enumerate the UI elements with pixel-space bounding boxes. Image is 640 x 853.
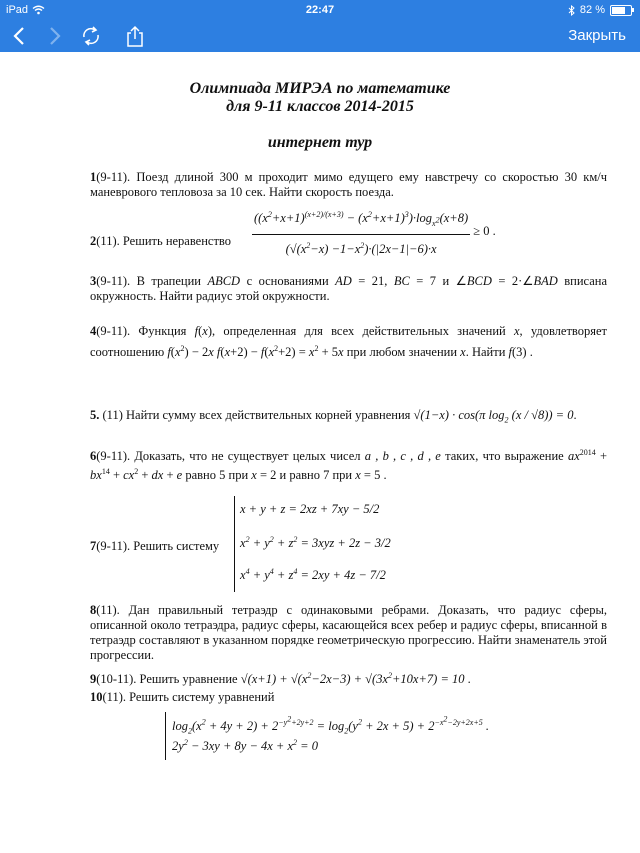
problem-text: В трапеции: [136, 274, 201, 288]
problem-grade: (10-11).: [96, 672, 137, 687]
problem-text: с основаниями: [246, 274, 329, 288]
refresh-icon: [80, 25, 102, 47]
problem-6: 6(9-11). Доказать, что не существует целых чисел a , b , c , d , e таких, что выражение $ax^{2014} + bx^{14} + cx^2$ + dx + e равно 5 при x = 2 и равно 7 при x = 5 .: [90, 448, 608, 483]
battery-icon: [610, 5, 632, 16]
system-equations: x + y + z = 2xz + 7xy − 5/2 $x^2 + y^2 + z^2 = 3xyz + 2z - 3/2$ $x^4 + y^4 + z^4 = 2xy + 4z - 7/2$: [240, 502, 391, 583]
problem-text: и: [442, 274, 450, 288]
problem-grade: (9-11).: [96, 324, 131, 338]
back-button[interactable]: [6, 24, 32, 48]
refresh-button[interactable]: [78, 24, 104, 48]
problem-text: Поезд длиной 300 м проходит мимо едущего ему навстречу со скоростью 30 км/ч маневрового тепловоза за 10 сек. Найти скорость поезда.: [90, 170, 607, 199]
problem-text: и равно 7 при: [279, 468, 353, 483]
problem-text: равно 5 при: [185, 468, 249, 483]
problem-10: [90, 690, 607, 705]
problem-number: 8: [90, 603, 97, 617]
problem-text: Доказать, что не существует целых чисел: [134, 449, 361, 464]
status-bar: [0, 0, 640, 20]
doc-subtitle: интернет тур: [267, 134, 373, 151]
problem-2: [90, 207, 607, 267]
problem-grade: (9-11).: [96, 274, 131, 288]
problem-text: Решить неравенство: [122, 234, 231, 248]
problem-5: 5. (11) Найти сумму всех действительных корней уравнения √(1−x) · cos(π $\log_2 (x / √8)) = 0$.: [90, 408, 577, 425]
bluetooth-icon: [568, 5, 575, 16]
problem-7: [90, 494, 607, 594]
problem-number: 2: [90, 234, 97, 248]
problem-grade: (9-11).: [96, 539, 131, 553]
toolbar: [0, 20, 640, 52]
system-equations: $\log_2(x^2 + 4y + 2) + 2^{-y^2+2y+2} = \log_2(y^2 + 2x + 5) + 2^{-x^2-2y+2x+5}$ . $2y^2 - 3xy + 8y - 4x + x^2 = 0$: [172, 714, 489, 754]
problem-text: Дан правильный тетраэдр с одинаковыми ребрами. Доказать, что радиус сферы, описанной около тетраэдра, радиус сферы, касающейся всех ребер и радиус сферы, вписанной в тетраэдр составляют в указанном порядке геометрическую прогрессию. Найти знаменатель этой прогрессии.: [90, 603, 607, 662]
status-time: 22:47: [305, 4, 335, 16]
problem-grade: (11).: [96, 603, 120, 617]
problem-grade: (9-11).: [96, 449, 131, 464]
problem-text: Решить систему уравнений: [129, 690, 275, 704]
problem-text: Решить уравнение: [139, 672, 238, 687]
problem-text: при любом значении: [346, 345, 458, 360]
problem-grade: (11): [102, 408, 123, 422]
share-icon: [126, 25, 144, 47]
problem-3: 3(9-11). В трапеции ABCD с основаниями AD = 21, BC = 7 и ∠BCD = 2·∠BAD вписана окружность. Найти радиус этой окружности.: [90, 274, 608, 303]
doc-title-line1: Олимпиада МИРЭА по математике: [189, 80, 451, 97]
document-page: [0, 52, 640, 853]
problem-number: 6: [90, 449, 97, 464]
problem-text: Найти сумму всех действительных корней уравнения: [126, 408, 411, 422]
problem-text: таких, что выражение: [445, 449, 564, 464]
problem-grade: (11).: [96, 234, 120, 248]
problem-grade: (9-11).: [96, 170, 131, 184]
problem-number: 5.: [90, 408, 100, 422]
status-right: [568, 4, 632, 16]
inequality-formula: $\frac{((x^2+x+1)^{(x+2)/(x+3)} - (x^2+x+1)^3)\cdot\log_{x^2}(x+8)}{(√(x^2-x) -1-x^2)\cdot(|2x-1|-6)\cdot x}$ ≥ 0 .: [252, 207, 496, 257]
system-brace: [165, 712, 166, 760]
share-button[interactable]: [122, 24, 148, 48]
problem-text: , определенная для всех действительных значений: [212, 324, 506, 338]
doc-title-line2: для 9-11 классов 2014-2015: [226, 98, 414, 115]
close-button[interactable]: Закрыть: [568, 27, 626, 44]
battery-percent: 82 %: [579, 4, 605, 16]
problem-number: 1: [90, 170, 97, 184]
problem-text: Решить систему: [133, 539, 220, 553]
problem-grade: (11).: [102, 690, 126, 704]
problem-number: 3: [90, 274, 97, 288]
chevron-left-icon: [12, 26, 26, 46]
problem-1: [90, 170, 607, 200]
problem-4: 4(9-11). Функция f(x), определенная для всех действительных значений x, удовлетворяет соотношению $f(x^2) - 2x$ $f(x+2) - f(x^2+2) = x^2 + 5x$ при любом значении x. Найти f(3) .: [90, 324, 608, 360]
problem-text: , удовлетворяет соотношению: [90, 324, 608, 360]
device-name: iPad: [6, 4, 29, 16]
problem-text: . Найти: [465, 345, 506, 360]
problem-number: 9: [90, 672, 97, 687]
problem-9: 9(10-11). Решить уравнение $√(x+1) + √(x^2-2x-3) + √(3x^2+10x+7) = 10$ .: [90, 671, 471, 687]
problem-number: 7: [90, 539, 97, 553]
problem-number: 10: [90, 690, 103, 704]
forward-button[interactable]: [42, 24, 68, 48]
system-brace: [234, 496, 235, 592]
problem-text: вписана окружность. Найти радиус этой окружности.: [90, 274, 608, 303]
battery-level-fill: [612, 7, 625, 14]
problem-text: Функция: [138, 324, 187, 338]
problem-8: [90, 603, 607, 663]
chevron-right-icon: [48, 26, 62, 46]
problem-number: 4: [90, 324, 97, 338]
